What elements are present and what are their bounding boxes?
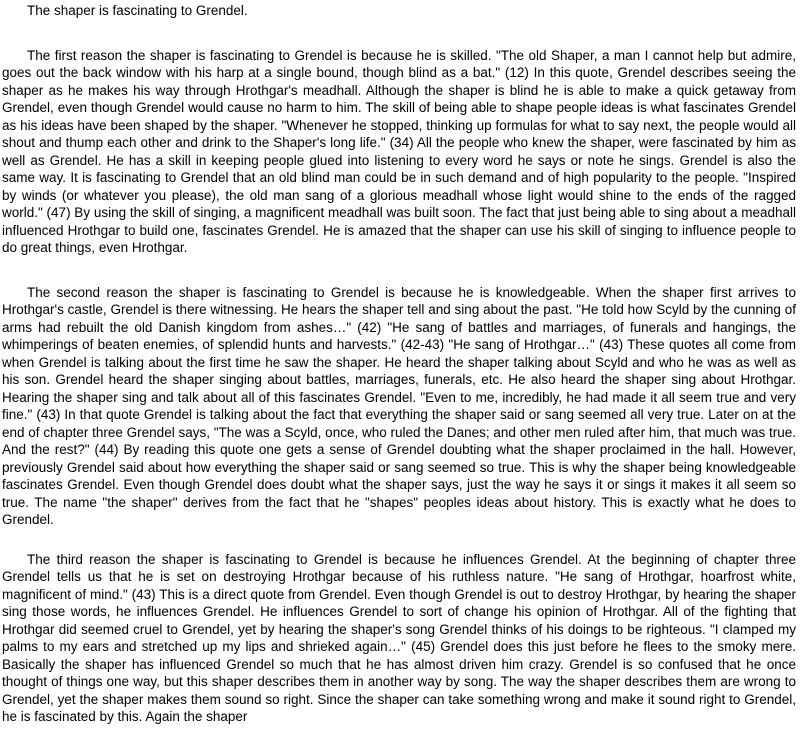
- essay-paragraph-reason-knowledgeable: The second reason the shaper is fascinating to Grendel is because he is knowledgeable. When the shaper first arrives to Hrothgar's castle, Grendel is there witnessing. He hears the shaper tell and sing about the past. "He told how Scyld by the cunning of arms had rebuilt the old Danish kingdom from ashes…" (42) "He sang of battles and marriages, of funerals and hangings, the whimperings of beaten enemies, of splendid hunts and harvests." (42-43) "He sang of Hrothgar…" (43) These quotes all come from when Grendel is talking about the first time he saw the shaper. He heard the shaper talking about Scyld and who he was as well as his son. Grendel heard the shaper singing about battles, marriages, funerals, etc. He also heard the shaper sing about Hrothgar. Hearing the shaper sing and talk about all of this fascinates Grendel. "Even to me, incredibly, he had made it all seem true and very fine." (43) In that quote Grendel is talking about the fact that everything the shaper said or sang seemed all very true. Later on at the end of chapter three Grendel says, "The was a Scyld, once, who ruled the Danes; and other men ruled after him, that much was true. And the rest?" (44) By reading this quote one gets a sense of Grendel doubting what the shaper proclaimed in the hall. However, previously Grendel said about how everything the shaper said or sang seemed so true. This is why the shaper being knowledgeable fascinates Grendel. Even though Grendel does doubt what the shaper says, just the way he says it or sings it makes it all seem so true. The name "the shaper" derives from the fact that he "shapes" peoples ideas about history. This is exactly what he does to Grendel.: [2, 284, 796, 527]
- essay-paragraph-reason-influences: The third reason the shaper is fascinating to Grendel is because he influences Grendel. At the beginning of chapter three Grendel tells us that he is set on destroying Hrothgar because of his ruthless nature. "He sang of Hrothgar, hoarfrost white, magnificent of mind." (43) This is a direct quote from Grendel. Even though Grendel is out to destroy Hrothgar, by hearing the shaper sing those words, he influences Grendel. He influences Grendel to sort of change his opinion of Hrothgar. All of the fighting that Hrothgar did seemed cruel to Grendel, yet by hearing the shaper's song Grendel thinks of his doings to be righteous. "I clamped my palms to my ears and stretched up my lips and shrieked again…" (45) Grendel does this just before he flees to the smoky mere. Basically the shaper has influenced Grendel so much that he has almost driven him crazy. Grendel is so confused that he once thought of things one way, but this shaper describes them in another way by song. The way the shaper describes them are wrong to Grendel, yet the shaper makes them sound so right. Since the shaper can take something wrong and make it sound right to Grendel, he is fascinated by this. Again the shaper: [2, 551, 796, 724]
- essay-thesis-line: The shaper is fascinating to Grendel.: [27, 3, 248, 18]
- essay-paragraph-reason-skilled: The first reason the shaper is fascinating to Grendel is because he is skilled. "The old Shaper, a man I cannot help but admire, goes out the back window with his harp at a single bound, though blind as a bat." (12) In this quote, Grendel describes seeing the shaper as he makes his way through Hrothgar's meadhall. Although the shaper is blind he is able to make a quick getaway from Grendel, even though Grendel would cause no harm to him. The skill of being able to shape people ideas is what fascinates Grendel as his ideas have been shaped by the shaper. "Whenever he stopped, thinking up formulas for what to say next, the people would all shout and thump each other and drink to the Shaper's long life." (34) All the people who knew the shaper, were fascinated by him as well as Grendel. He has a skill in keeping people glued into listening to every word he says or note he sings. Grendel is also the same way. It is fascinating to Grendel that an old blind man could be in such demand and of high popularity to the people. "Inspired by winds (or whatever you please), the old man sang of a glorious meadhall whose light would shine to the ends of the ragged world." (47) By using the skill of singing, a magnificent meadhall was built soon. The fact that just being able to sing about a meadhall influenced Hrothgar to build one, fascinates Grendel. He is amazed that the shaper can use his skill of singing to influence people to do great things, even Hrothgar.: [2, 47, 796, 255]
